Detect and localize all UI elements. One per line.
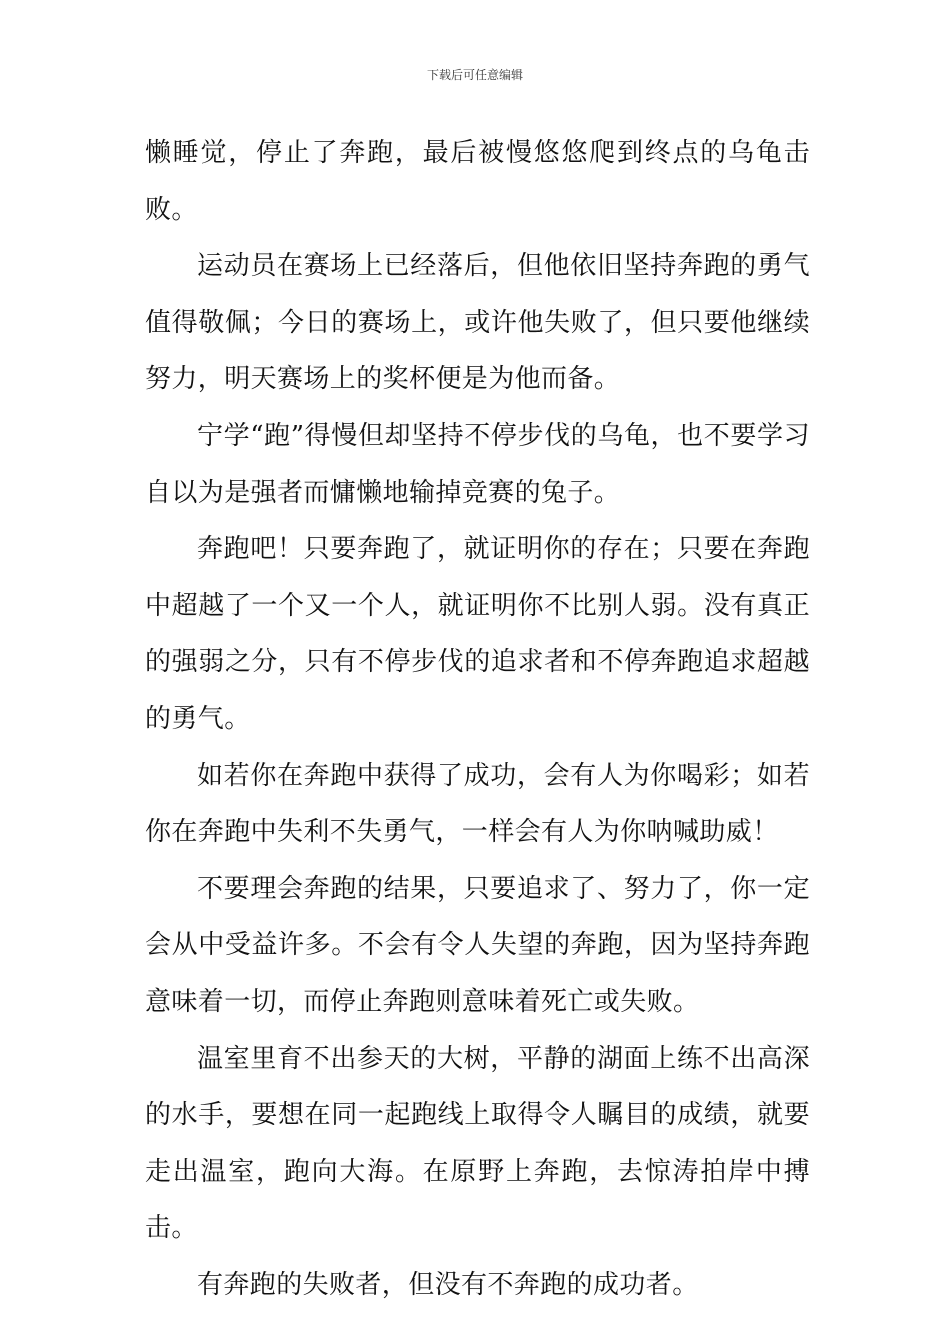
paragraph-5: 如若你在奔跑中获得了成功，会有人为你喝彩；如若你在奔跑中失利不失勇气，一样会有人为你呐喊助威！	[145, 760, 810, 848]
paragraph-2: 运动员在赛场上已经落后，但他依旧坚持奔跑的勇气值得敬佩；今日的赛场上，或许他失败了，但只要他继续努力，明天赛场上的奖杯便是为他而备。	[145, 251, 810, 395]
paragraph-6: 不要理会奔跑的结果，只要追求了、努力了，你一定会从中受益许多。不会有令人失望的奔跑，因为坚持奔跑意味着一切，而停止奔跑则意味着死亡或失败。	[145, 873, 810, 1017]
paragraph-3: 宁学“跑”得慢但却坚持不停步伐的乌龟，也不要学习自以为是强者而慵懒地输掉竞赛的兔子。	[145, 420, 810, 508]
paragraph-1: 懒睡觉，停止了奔跑，最后被慢悠悠爬到终点的乌龟击败。	[145, 138, 810, 225]
document-body	[145, 125, 810, 1313]
paragraph-4: 奔跑吧！只要奔跑了，就证明你的存在；只要在奔跑中超越了一个又一个人，就证明你不比别人弱。没有真正的强弱之分，只有不停步伐的追求者和不停奔跑追求超越的勇气。	[145, 534, 810, 734]
paragraph-8: 有奔跑的失败者，但没有不奔跑的成功者。	[197, 1269, 699, 1300]
page-header: 下载后可任意编辑	[426, 68, 523, 82]
paragraph-7: 温室里育不出参天的大树，平静的湖面上练不出高深的水手，要想在同一起跑线上取得令人瞩目的成绩，就要走出温室，跑向大海。在原野上奔跑，去惊涛拍岸中搏击。	[145, 1043, 810, 1244]
